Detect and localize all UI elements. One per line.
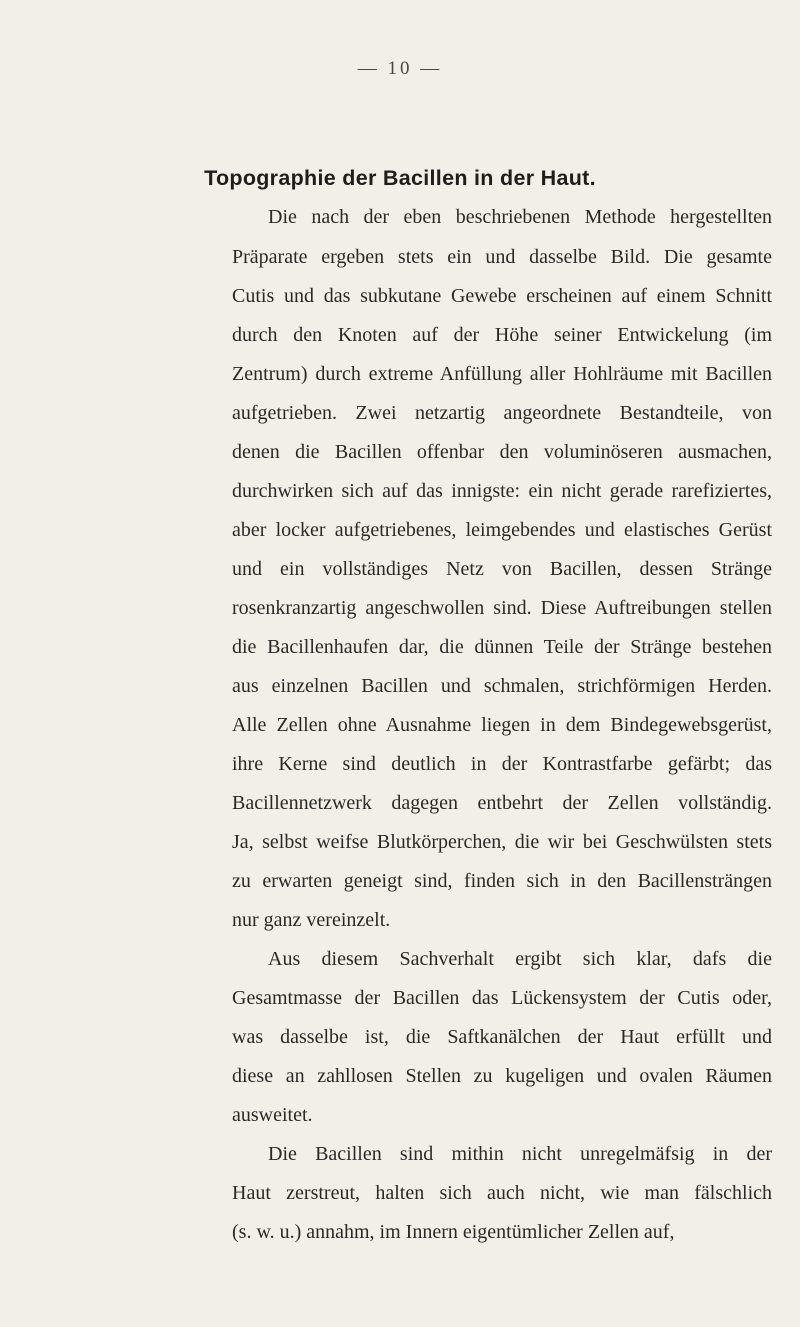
text-line: nur ganz vereinzelt. bbox=[232, 909, 391, 931]
text-line: Aus diesem Sachverhalt ergibt sich klar, dafs die bbox=[268, 948, 772, 970]
text-line: aus einzelnen Bacillen und schmalen, strichförmigen Herden. bbox=[232, 675, 772, 697]
text-line: die Bacillenhaufen dar, die dünnen Teile der Stränge bestehen bbox=[232, 636, 772, 658]
text-line: Die nach der eben beschriebenen Methode hergestellten bbox=[268, 206, 772, 228]
section-heading: Topographie der Bacillen in der Haut. bbox=[204, 166, 596, 190]
text-line: denen die Bacillen offenbar den voluminöseren ausmachen, bbox=[232, 441, 772, 463]
text-line: Präparate ergeben stets ein und dasselbe Bild. Die gesamte bbox=[232, 246, 772, 268]
text-line: durchwirken sich auf das innigste: ein nicht gerade rarefiziertes, bbox=[232, 480, 772, 502]
text-line: ihre Kerne sind deutlich in der Kontrastfarbe gefärbt; das bbox=[232, 753, 772, 775]
text-line: Haut zerstreut, halten sich auch nicht, wie man fälschlich bbox=[232, 1182, 772, 1204]
text-line: Ja, selbst weifse Blutkörperchen, die wir bei Geschwülsten stets bbox=[232, 831, 772, 853]
text-line: durch den Knoten auf der Höhe seiner Entwickelung (im bbox=[232, 324, 772, 346]
text-line: ausweitet. bbox=[232, 1104, 313, 1126]
text-line: rosenkranzartig angeschwollen sind. Diese Auftreibungen stellen bbox=[232, 597, 772, 619]
text-line: Zentrum) durch extreme Anfüllung aller Hohlräume mit Bacillen bbox=[232, 363, 772, 385]
text-line: aufgetrieben. Zwei netzartig angeordnete Bestandteile, von bbox=[232, 402, 772, 424]
text-line: zu erwarten geneigt sind, finden sich in den Bacillensträngen bbox=[232, 870, 772, 892]
text-line: was dasselbe ist, die Saftkanälchen der Haut erfüllt und bbox=[232, 1026, 772, 1048]
text-line: Die Bacillen sind mithin nicht unregelmäfsig in der bbox=[268, 1143, 772, 1165]
text-line: aber locker aufgetriebenes, leimgebendes und elastisches Gerüst bbox=[232, 519, 772, 541]
text-line: (s. w. u.) annahm, im Innern eigentümlicher Zellen auf, bbox=[232, 1221, 675, 1243]
text-line: und ein vollständiges Netz von Bacillen, dessen Stränge bbox=[232, 558, 772, 580]
page-number: — 10 — bbox=[357, 58, 443, 79]
text-line: Bacillennetzwerk dagegen entbehrt der Zellen vollständig. bbox=[232, 792, 772, 814]
text-line: Alle Zellen ohne Ausnahme liegen in dem Bindegewebsgerüst, bbox=[232, 714, 772, 736]
text-line: diese an zahllosen Stellen zu kugeligen und ovalen Räumen bbox=[232, 1065, 772, 1087]
text-line: Cutis und das subkutane Gewebe erscheinen auf einem Schnitt bbox=[232, 285, 772, 307]
text-line: Gesamtmasse der Bacillen das Lückensystem der Cutis oder, bbox=[232, 987, 772, 1009]
